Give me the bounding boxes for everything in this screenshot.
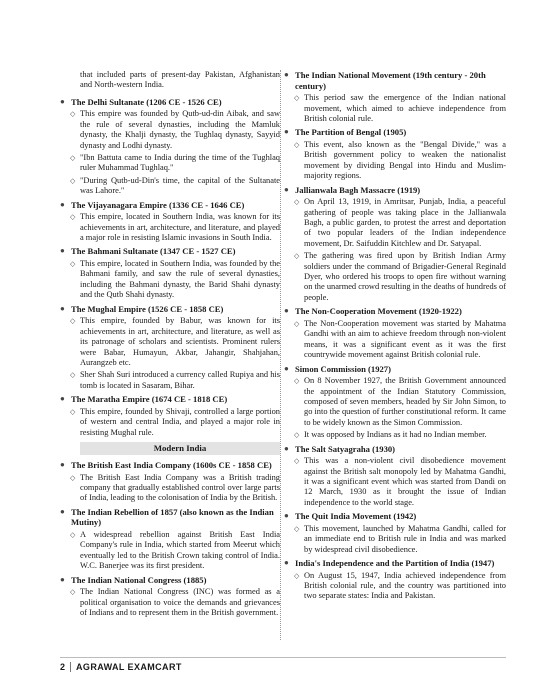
topic-block (284, 364, 506, 441)
bullet-icon: ● (60, 303, 65, 313)
diamond-bullet-icon: ◇ (294, 319, 300, 328)
diamond-bullet-icon: ◇ (294, 198, 300, 207)
point-text: "During Qutb-ud-Din's time, the capital of the Sultanate was Lahore." (80, 175, 280, 196)
topic-point (284, 524, 506, 555)
point-text: This empire, founded by Shivaji, controlled a large portion of western and central India, and played a major role in resisting Mughal rule. (80, 406, 280, 437)
topic-heading (60, 575, 280, 586)
topic-title: The Partition of Bengal (1905) (295, 127, 407, 138)
topic-point (60, 259, 280, 301)
topic-title: The Mughal Empire (1526 CE - 1858 CE) (71, 303, 224, 314)
diamond-bullet-icon: ◇ (294, 94, 300, 103)
topic-point (284, 456, 506, 508)
bullet-icon: ● (60, 246, 65, 256)
topic-point (60, 587, 280, 618)
bullet-icon: ● (60, 506, 65, 516)
diamond-bullet-icon: ◇ (70, 407, 76, 416)
topic-heading (60, 97, 280, 108)
topic-heading (60, 304, 280, 315)
topic-title: The Vijayanagara Empire (1336 CE - 1646 CE) (71, 199, 245, 210)
point-text: The British East India Company was a British trading company that gradually established control over large parts of India, leading to the colonisation of India by the British. (80, 472, 280, 503)
bullet-icon: ● (284, 557, 289, 567)
diamond-bullet-icon: ◇ (70, 588, 76, 597)
topic-block (284, 306, 506, 360)
point-text: Sher Shah Suri introduced a currency called Rupiya and his tomb is located in Sasaram, Bihar. (80, 370, 280, 390)
page-number: 2 (60, 662, 66, 672)
topic-block (60, 200, 280, 244)
brand-logo: AGRAWAL EXAMCART (76, 662, 182, 672)
topic-title: The Bahmani Sultanate (1347 CE - 1527 CE) (71, 246, 236, 257)
topic-point (284, 93, 506, 124)
topic-heading (284, 444, 506, 455)
topic-title: The Non-Cooperation Movement (1920-1922) (295, 306, 462, 317)
topic-title: India's Independence and the Partition of India (1947) (295, 557, 495, 568)
topic-heading (60, 200, 280, 211)
topic-point (60, 530, 280, 572)
bullet-icon: ● (60, 459, 65, 469)
diamond-bullet-icon: ◇ (294, 524, 300, 533)
topic-heading (60, 460, 280, 471)
footer-separator (70, 662, 71, 672)
topic-point (60, 109, 280, 151)
topic-block (284, 70, 506, 124)
diamond-bullet-icon: ◇ (294, 377, 300, 386)
topic-point (60, 176, 280, 197)
topic-heading (60, 507, 280, 528)
topic-heading (284, 185, 506, 196)
topic-block (60, 507, 280, 572)
diamond-bullet-icon: ◇ (70, 473, 76, 482)
diamond-bullet-icon: ◇ (70, 260, 76, 269)
page-footer (60, 657, 506, 674)
point-text: This event, also known as the "Bengal Divide," was a British government policy to weaken the nationalist movement by dividing Bengal into Hindu and Muslim-majority regions. (304, 140, 506, 181)
right-column (284, 70, 506, 605)
bullet-icon: ● (60, 96, 65, 106)
bullet-icon: ● (284, 511, 289, 521)
topic-title: The Maratha Empire (1674 CE - 1818 CE) (71, 394, 228, 405)
diamond-bullet-icon: ◇ (70, 176, 76, 185)
point-text: The Non-Cooperation movement was started by Mahatma Gandhi with an aim to achieve freedom through non-violent means, it was a significant event as it was the first countrywide movement against British colonial rule. (304, 318, 506, 360)
topic-title: The Indian National Movement (19th century - 20th century) (295, 70, 486, 91)
bullet-icon: ● (284, 363, 289, 373)
topic-block (284, 185, 506, 304)
left-topics-after (60, 460, 280, 618)
bullet-icon: ● (60, 574, 65, 584)
topic-block (284, 127, 506, 181)
topic-block (284, 511, 506, 555)
bullet-icon: ● (284, 443, 289, 453)
bullet-icon: ● (284, 70, 289, 79)
topic-title: The Indian National Congress (1885) (71, 574, 207, 585)
diamond-bullet-icon: ◇ (70, 213, 76, 222)
diamond-bullet-icon: ◇ (294, 141, 300, 149)
topic-heading (284, 364, 506, 375)
point-text: On 8 November 1927, the British Government announced the appointment of the Indian Statutory Commission, composed of seven members, headed by Sir John Simon, to go into the question of further constitutional reform. It came to be widely known as the Simon Commission. (304, 376, 506, 427)
diamond-bullet-icon: ◇ (294, 571, 300, 580)
topic-heading (284, 306, 506, 317)
topic-title: The Delhi Sultanate (1206 CE - 1526 CE) (71, 96, 222, 107)
diamond-bullet-icon: ◇ (70, 110, 76, 119)
topic-point (284, 376, 506, 428)
bullet-icon: ● (284, 306, 289, 316)
point-text: This empire, founded by Babur, was known for its achievements in art, architecture, and literature, as well as its patronage of scholars and scientists. Prominent rulers were Babar, Humayun, Akbar, Jahangir, Shahjahan, Aurangzeb etc. (80, 316, 280, 367)
topic-heading (284, 558, 506, 569)
diamond-bullet-icon: ◇ (294, 457, 300, 466)
lead-text: that included parts of present-day Pakistan, Afghanistan and North-western India. (80, 70, 280, 90)
topic-block (284, 444, 506, 509)
left-topics-before (60, 97, 280, 438)
bullet-icon: ● (284, 184, 289, 194)
topic-block (60, 575, 280, 619)
diamond-bullet-icon: ◇ (70, 154, 76, 163)
topic-title: The Salt Satyagraha (1930) (295, 443, 396, 454)
diamond-bullet-icon: ◇ (294, 431, 300, 440)
point-text: This period saw the emergence of the Indian national movement, which aimed to achieve independence from British colonial rule. (304, 93, 506, 123)
topic-point (60, 407, 280, 438)
topic-point (284, 197, 506, 249)
topic-heading (284, 127, 506, 138)
point-text: On August 15, 1947, India achieved independence from British colonial rule, and the country was partitioned into two separate states: India and Pakistan. (304, 570, 506, 601)
point-text: It was opposed by Indians as it had no Indian member. (304, 430, 487, 440)
point-text: This empire, located in Southern India, was known for its achievements in art, architecture, and literature, and played a major role in resisting Islamic invasions in South India. (80, 212, 280, 243)
diamond-bullet-icon: ◇ (294, 252, 300, 261)
topic-block (60, 304, 280, 391)
diamond-bullet-icon: ◇ (70, 371, 76, 380)
right-topics (284, 70, 506, 602)
point-text: The Indian National Congress (INC) was formed as a political organisation to voice the demands and grievances of Indians and to represent them in the British government. (80, 587, 280, 617)
point-text: The gathering was fired upon by British Indian Army soldiers under the command of Brigadier-General Reginald Dyer, who ordered his troops to open fire without warning on the unarmed crowd resulting in the deaths of hundreds of people. (304, 251, 506, 302)
topic-point (284, 571, 506, 602)
topic-point (60, 473, 280, 504)
topic-heading (284, 70, 506, 91)
section-heading: Modern India (80, 442, 280, 455)
column-divider (280, 70, 281, 640)
bullet-icon: ● (60, 394, 65, 404)
point-text: On April 13, 1919, in Amritsar, Punjab, India, a peaceful gathering of people was taking place in the Jallianwala Bagh, a public garden, to protest the arrest and deportation of two popular leaders of the Indian independence movement, Dr. Saifuddin Kitchlew and Dr. Satyapal. (304, 197, 506, 248)
point-text: This empire, located in Southern India, was founded by the Bahmani family, and saw the rule of several dynasties, including the Bahmani dynasty, the Barid Shahi dynasty and the Qutb Shahi dynasty. (80, 259, 280, 300)
point-text: This empire was founded by Qutb-ud-din Aibak, and saw the rule of several dynasties, including the Mamluk dynasty, the Khalji dynasty, the Tughlaq dynasty, Sayyid dynasty and Lodhi dynasty. (80, 109, 280, 150)
topic-point (284, 430, 506, 440)
topic-point (60, 212, 280, 243)
topic-point (284, 251, 506, 303)
topic-block (60, 97, 280, 197)
topic-heading (60, 394, 280, 405)
topic-heading (284, 511, 506, 522)
topic-title: The British East India Company (1600s CE - 1858 CE) (71, 459, 272, 470)
topic-heading (60, 246, 280, 257)
topic-block (60, 246, 280, 300)
topic-point (60, 370, 280, 391)
topic-point (284, 319, 506, 361)
point-text: This was a non-violent civil disobedience movement against the British salt monopoly led by Mahatma Gandhi, it was a significant event which was started from Dandi on 12 March, 1930 as it brought the issue of Indian independence to the world stage. (304, 456, 506, 507)
topic-point (284, 140, 506, 182)
diamond-bullet-icon: ◇ (70, 317, 76, 326)
topic-title: The Indian Rebellion of 1857 (also known as the Indian Mutiny) (71, 506, 274, 528)
diamond-bullet-icon: ◇ (70, 530, 76, 539)
point-text: "Ibn Battuta came to India during the time of the Tughlaq ruler Muhammad Tughlaq." (80, 153, 280, 173)
bullet-icon: ● (60, 199, 65, 209)
point-text: This movement, launched by Mahatma Gandhi, called for an immediate end to British rule in India and was marked by widespread civil disobedience. (304, 523, 506, 554)
topic-block (60, 394, 280, 438)
bullet-icon: ● (284, 127, 289, 137)
topic-title: Simon Commission (1927) (295, 363, 391, 374)
topic-title: The Quit India Movement (1942) (295, 511, 417, 522)
topic-block (60, 460, 280, 504)
topic-point (60, 153, 280, 174)
topic-point (60, 316, 280, 368)
topic-block (284, 558, 506, 602)
topic-title: Jallianwala Bagh Massacre (1919) (295, 184, 421, 195)
left-column (60, 70, 280, 621)
point-text: A widespread rebellion against British East India Company's rule in India, which started from Meerut which eventually led to the British Crown taking control of India. W.C. Banerjee was its first president. (80, 529, 280, 571)
